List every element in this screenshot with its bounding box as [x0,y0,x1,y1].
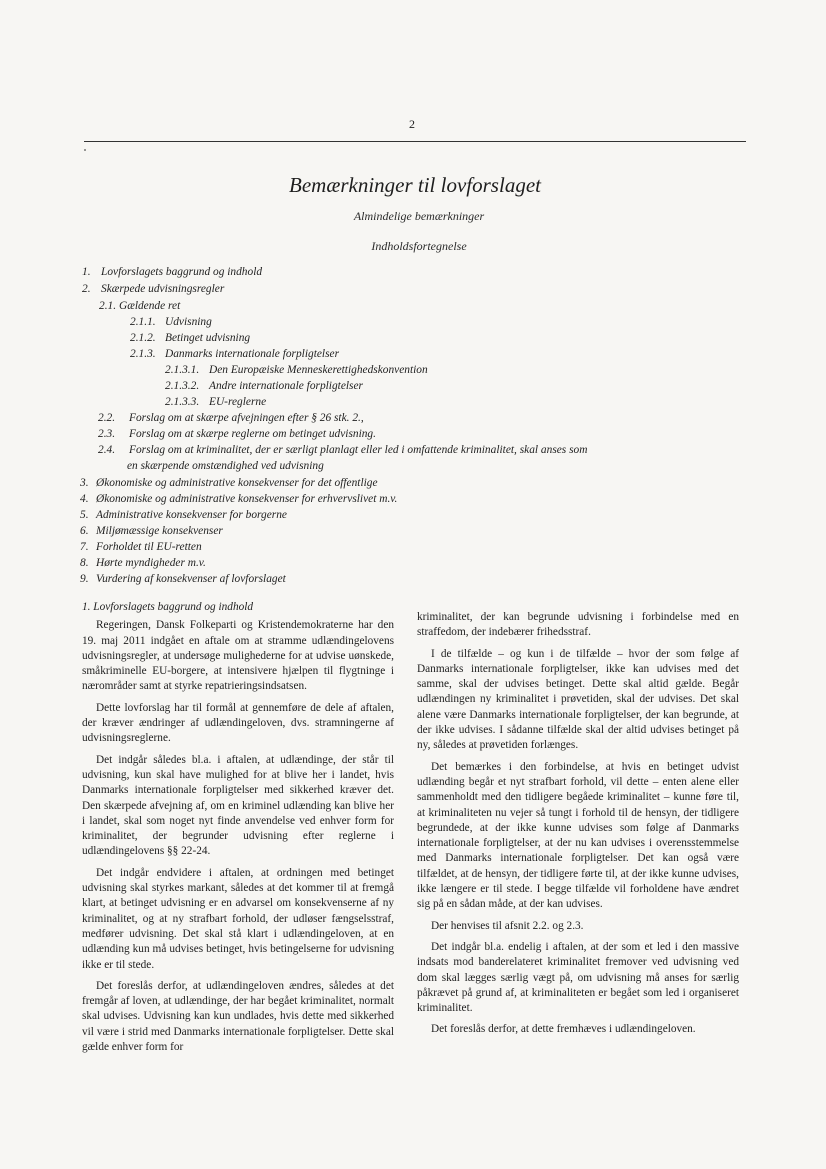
paragraph: Det indgår bl.a. endelig i aftalen, at der som et led i den massive indsats mod banderelateret kriminalitet fremover ved udvisning ved dom skal lægges særlig vægt på, om udvisning må anses for særlig påkrævet på grund af, at kriminaliteten er begået som led i organiseret kriminalitet. [417,940,739,1015]
paragraph: Det indgår endvidere i aftalen, at ordningen med betinget udvisning skal styrkes markant, således at det kommer til at fremgå klart, at betinget udvisning er en advarsel om konsekvenserne af ny kriminalitet, og at ny strafbart forhold, der udløser fængselsstraf, medfører udvisning. Det skal stå klart i udlændingeloven, at en udlænding kun må udvises betinget, hvis betingelserne for udvisning ikke er til stede. [82,866,394,971]
section-heading: 1. Lovforslagets baggrund og indhold [82,601,254,613]
document-title: Bemærkninger til lovforslaget [289,173,541,197]
body-column-right [417,610,739,1044]
paragraph: kriminalitet, der kan begrunde udvisning i forbindelse med en straffedom, der indebærer frihedsstraf. [417,611,739,639]
page-number: 2 [409,117,415,131]
paragraph: Der henvises til afsnit 2.2. og 2.3. [431,919,584,932]
table-of-contents: 1. Lovforslagets baggrund og indhold 2. Skærpede udvisningsregler 2.1. Gældende ret 2.1.1. Udvisning 2.1.2. Betinget udvisning 2.1.3. Danmarks internationale forpligtelser 2.1.3.1. Den Europæiske Menneskerettighedskonvention 2.1.3.2. Andre internationale forpligtelser 2.1.3.3. EU-reglerne 2.2. Forslag om at skærpe afvejningen efter § 26 stk. 2., 2.3. Forslag om at skærpe reglerne om betinget udvisning. 2.4. Forslag om at kriminalitet, der er særligt planlagt eller led i omfattende kriminalitet, skal anses som en skærpende omstændighed ved udvisning 3. Økonomiske og administrative konsekvenser for det offentlige 4. Økonomiske og administrative konsekvenser for erhvervslivet m.v. 5. Administrative konsekvenser for borgerne 6. Miljømæssige konsekvenser 7. Forholdet til EU-retten 8. Hørte myndigheder m.v. 9. Vurdering af konsekvenser af lovforslaget [80,266,588,585]
body-column-left [82,600,394,1061]
paragraph: Det foreslås derfor, at udlændingeloven ændres, således at det fremgår af loven, at udlændinge, der har begået kriminalitet, normalt skal udvises. Udvisning kan kun undlades, hvis dette med sikkerhed vil være i strid med Danmarks internationale forpligtelser. Dette skal gælde enhver form for [82,979,394,1054]
paragraph: Dette lovforslag har til formål at gennemføre de dele af aftalen, der kræver ændringer af udlændingeloven, dvs. stramningerne af udvisningsreglerne. [82,701,394,745]
document-subtitle: Almindelige bemærkninger [353,209,485,223]
paragraph: Det foreslås derfor, at dette fremhæves i udlændingeloven. [431,1023,696,1036]
paragraph: Det bemærkes i den forbindelse, at hvis en betinget udvist udlænding begår et nyt strafbart forhold, vil dette – enten alene eller sammenholdt med den tidligere begåede kriminalitet – kunne føre til, at kriminaliteten nu vejer så tungt i forhold til de hensyn, der tidligere begrundede, at der ikke kunne udvises som følge af Danmarks internationale forpligtelser, at der nu kan udvises i overensstemmelse med Danmarks internationale forpligtelser. Det kan også være tilfældet, at de hensyn, der tidligere førte til, at der ikke kunne udvises, ikke længere er til stede. I begge tilfælde vil forholdene have ændret sig på en sådan måde, at der kan udvises. [417,760,739,911]
toc-item-2-4-continuation: en skærpende omstændighed ved udvisning [127,460,324,472]
paragraph: Det indgår således bl.a. i aftalen, at udlændinge, der står til udvisning, kun skal have mulighed for at blive her i landet, hvis Danmarks internationale forpligtelser med sikkerhed kræver det. Den skærpede afvejning af, om en kriminel udlænding kan blive her i landet, skal som noget nyt finde anvendelse ved enhver form for kriminalitet, der begrunder udvisning efter reglerne i udlændingelovens §§ 22-24. [82,753,394,858]
paragraph: I de tilfælde – og kun i de tilfælde – hvor der som følge af Danmarks internationale forpligtelser, ikke kan udvises med det samme, skal der udvises betinget. Dette skal altid gælde. Begår udlændingen ny kriminalitet i prøvetiden, skal der udvises. Det skal alene være Danmarks internationale forpligtelser, der kan begrunde, at der ikke udvises. I sådanne tilfælde skal der altid udvises betinget på ny, således at prøvetiden forlænges. [417,647,739,752]
paragraph: Regeringen, Dansk Folkeparti og Kristendemokraterne har den 19. maj 2011 indgået en aftale om at stramme udlændingelovens udvisningsregler, at undersøge mulighederne for at udvise uønskede, småkriminelle EU-borgere, at intensivere hjælpen til flygtninge i nærområder samt at styrke repatrieringsindsatsen. [82,619,394,693]
toc-heading: Indholdsfortegnelse [371,239,467,253]
